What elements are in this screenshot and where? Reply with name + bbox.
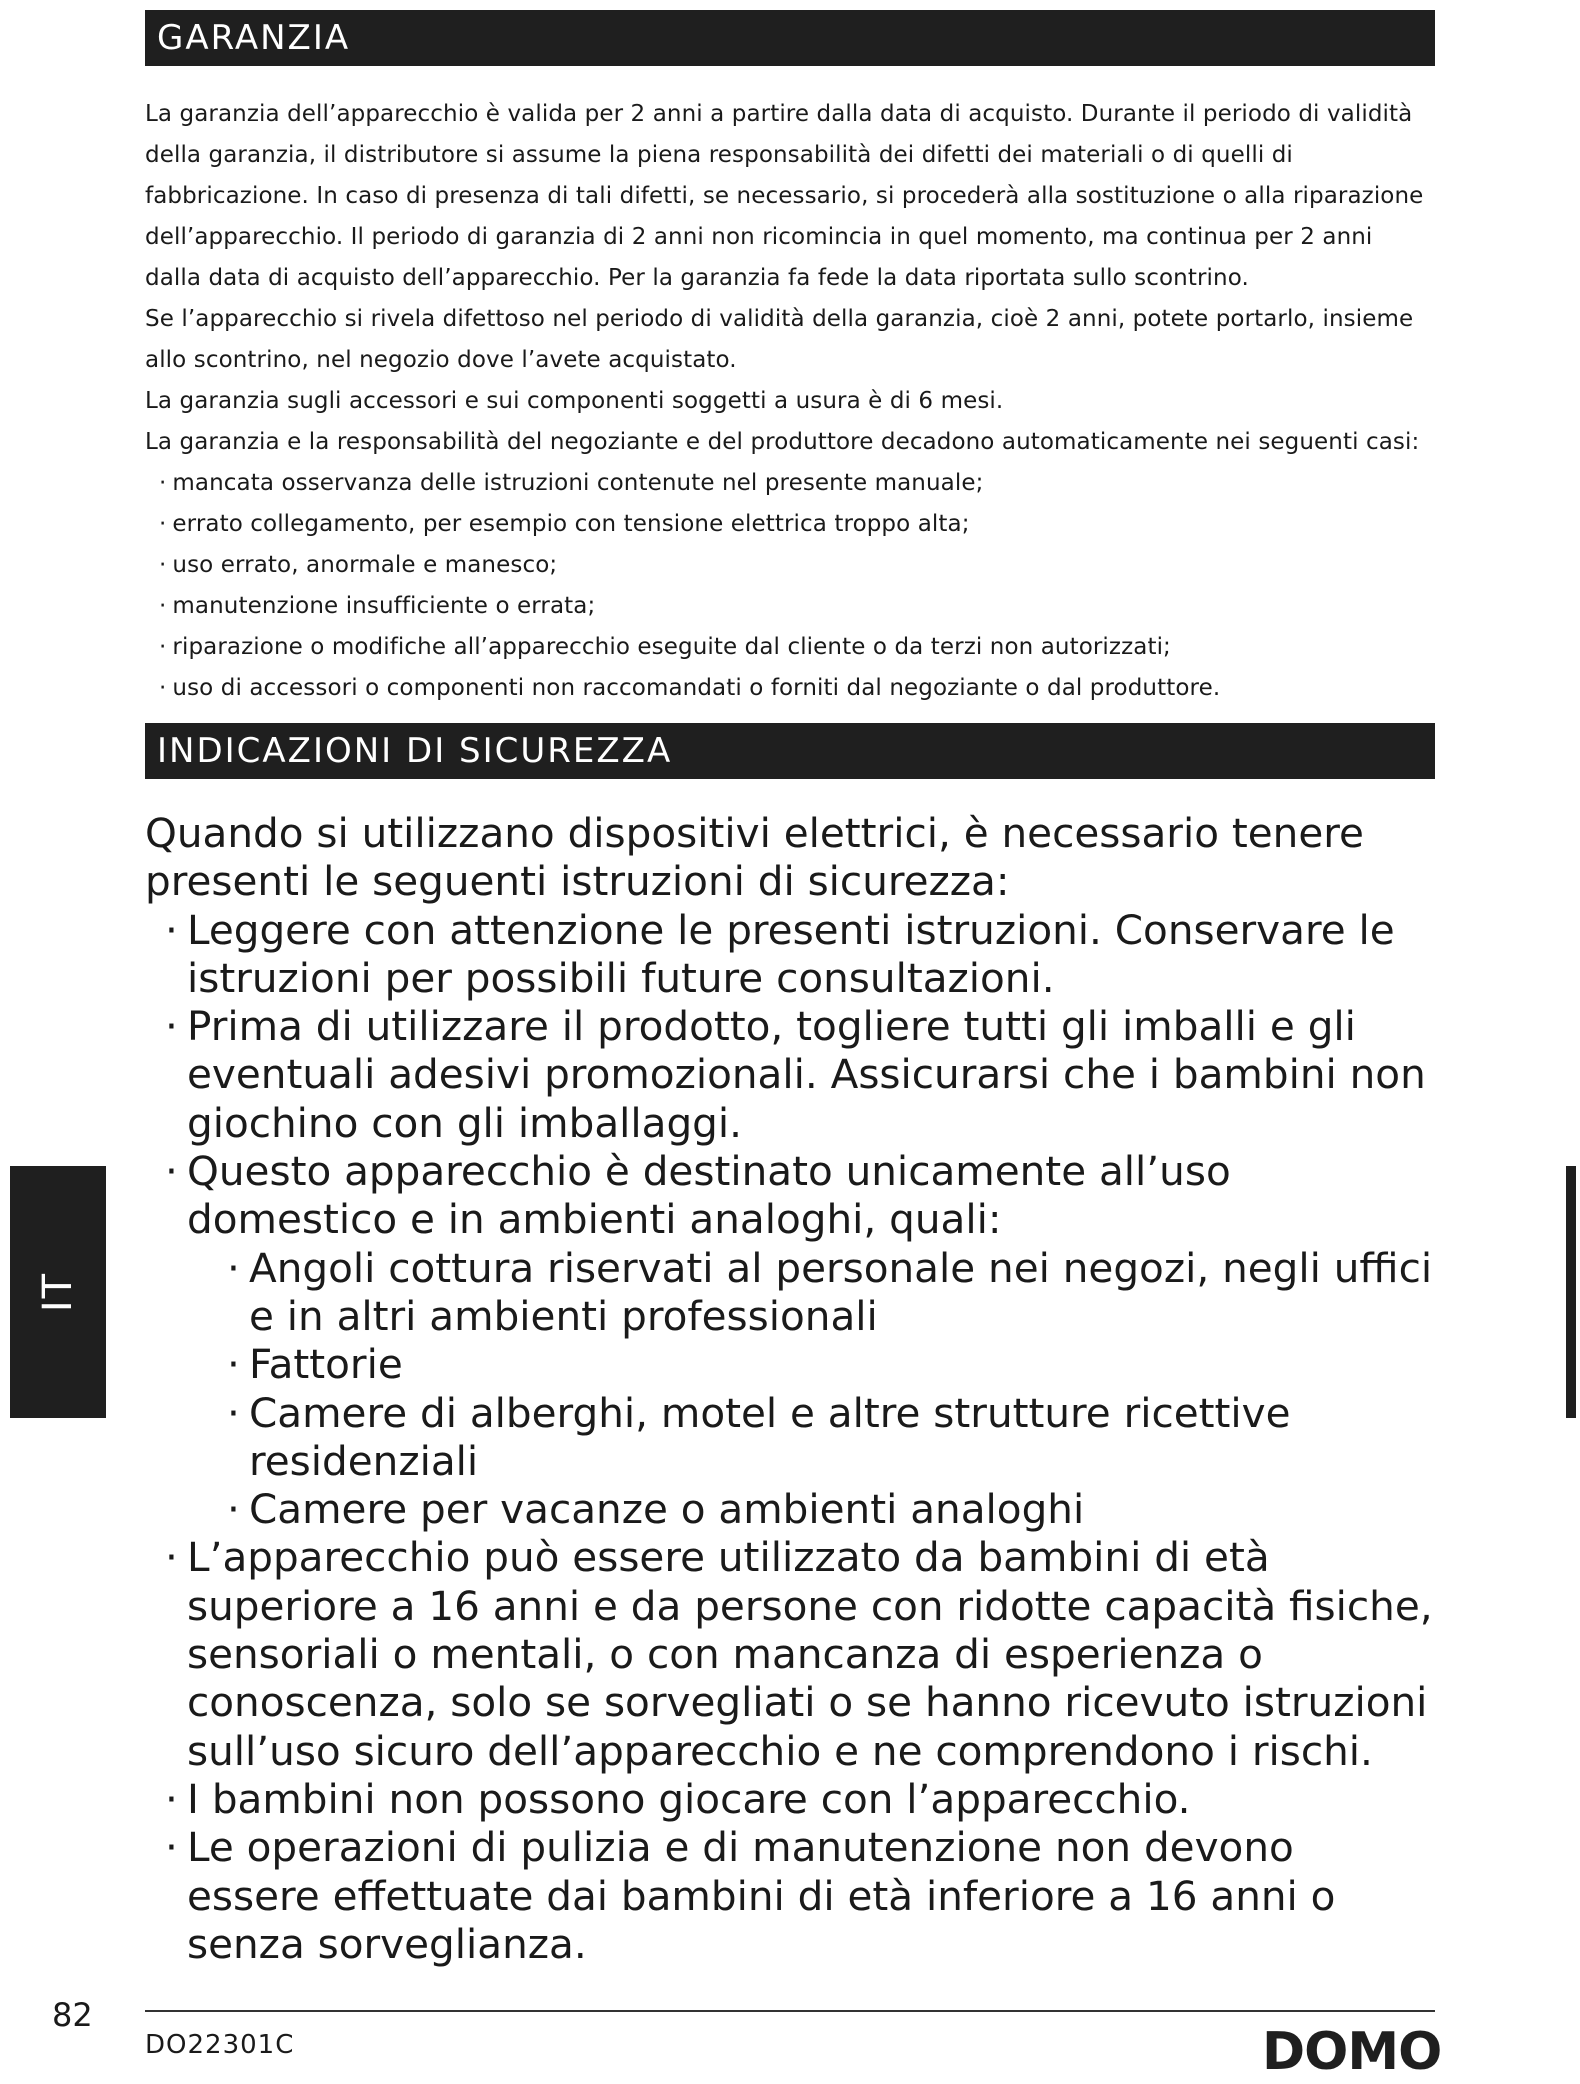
bullet-dot: · bbox=[165, 1774, 178, 1823]
list-item bbox=[145, 1823, 1435, 1968]
list-item-text: L’apparecchio può essere utilizzato da bambini di età superiore a 16 anni e da persone con ridotte capacità fisiche, sensoriali o mentali, o con mancanza di esperienza o conoscenza, solo se sorvegliati o se hanno ricevuto istruzioni sull’uso sicuro dell’apparecchio e ne comprendono i rischi. bbox=[187, 1533, 1433, 1775]
bullet-dot: · bbox=[227, 1485, 240, 1534]
brand-logo: DOMO bbox=[1262, 2022, 1442, 2082]
list-item: · mancata osservanza delle istruzioni contenute nel presente manuale; bbox=[159, 463, 1435, 504]
garanzia-exclusions-list bbox=[145, 463, 1435, 709]
list-item-text: I bambini non possono giocare con l’apparecchio. bbox=[187, 1774, 1191, 1823]
bullet-dot: · bbox=[165, 1002, 178, 1051]
sublist-item-text: Fattorie bbox=[249, 1340, 403, 1389]
sublist-item-text: Camere per vacanze o ambienti analoghi bbox=[249, 1485, 1085, 1534]
list-item: · riparazione o modifiche all’apparecchio eseguite dal cliente o da terzi non autorizzati; bbox=[159, 627, 1435, 668]
section-header-garanzia bbox=[145, 10, 1435, 66]
sublist-item bbox=[187, 1340, 1435, 1388]
language-tab bbox=[10, 1166, 106, 1418]
bullet-dot: · bbox=[165, 1823, 178, 1872]
page-number: 82 bbox=[52, 1996, 93, 2034]
garanzia-paragraph: La garanzia e la responsabilità del negoziante e del produttore decadono automaticamente nei seguenti casi: bbox=[145, 429, 1420, 455]
sublist-item bbox=[187, 1485, 1435, 1533]
list-item bbox=[145, 1147, 1435, 1533]
section-title-sicurezza: INDICAZIONI DI SICUREZZA bbox=[157, 731, 673, 771]
bullet-dot: · bbox=[165, 1533, 178, 1582]
list-item-text: Prima di utilizzare il prodotto, togliere tutti gli imballi e gli eventuali adesivi promozionali. Assicurarsi che i bambini non giochino con gli imballaggi. bbox=[187, 1002, 1426, 1147]
list-item-text: Questo apparecchio è destinato unicamente all’uso domestico e in ambienti analoghi, quali: bbox=[187, 1147, 1231, 1244]
language-tab-label: IT bbox=[35, 1271, 81, 1313]
manual-page bbox=[145, 10, 1435, 1968]
garanzia-paragraph: La garanzia dell’apparecchio è valida per 2 anni a partire dalla data di acquisto. Durante il periodo di validità della garanzia, il distributore si assume la piena responsabilità dei difetti dei materiali o di quelli di fabbricazione. In caso di presenza di tali difetti, se necessario, si procederà alla sostituzione o alla riparazione dell’apparecchio. Il periodo di garanzia di 2 anni non ricomincia in quel momento, ma continua per 2 anni dalla data di acquisto dell’apparecchio. Per la garanzia fa fede la data riportata sullo scontrino. bbox=[145, 101, 1424, 291]
section-title-garanzia: GARANZIA bbox=[157, 18, 351, 58]
bullet-dot: · bbox=[227, 1388, 240, 1437]
environments-sublist bbox=[187, 1244, 1435, 1534]
bullet-dot: · bbox=[227, 1340, 240, 1389]
list-item: · uso di accessori o componenti non raccomandati o forniti dal negoziante o dal produttore. bbox=[159, 668, 1435, 709]
bullet-dot: · bbox=[165, 1147, 178, 1196]
sublist-item bbox=[187, 1389, 1435, 1486]
list-item bbox=[145, 1533, 1435, 1774]
safety-intro: Quando si utilizzano dispositivi elettrici, è necessario tenere presenti le seguenti istruzioni di sicurezza: bbox=[145, 809, 1364, 906]
list-item-text: Le operazioni di pulizia e di manutenzione non devono essere effettuate dai bambini di età inferiore a 16 anni o senza sorveglianza. bbox=[187, 1823, 1336, 1968]
garanzia-paragraph: La garanzia sugli accessori e sui componenti soggetti a usura è di 6 mesi. bbox=[145, 388, 1004, 414]
sublist-item bbox=[187, 1244, 1435, 1341]
garanzia-paragraph: Se l’apparecchio si rivela difettoso nel periodo di validità della garanzia, cioè 2 anni, potete portarlo, insieme allo scontrino, nel negozio dove l’avete acquistato. bbox=[145, 306, 1414, 373]
list-item-text: Leggere con attenzione le presenti istruzioni. Conservare le istruzioni per possibili future consultazioni. bbox=[187, 905, 1395, 1002]
bullet-dot: · bbox=[165, 905, 178, 954]
model-code: DO22301C bbox=[145, 2030, 295, 2060]
safety-list bbox=[145, 906, 1435, 1969]
list-item: · uso errato, anormale e manesco; bbox=[159, 545, 1435, 586]
section-header-sicurezza bbox=[145, 723, 1435, 779]
sublist-item-text: Angoli cottura riservati al personale nei negozi, negli uffici e in altri ambienti professionali bbox=[249, 1243, 1433, 1340]
list-item: · errato collegamento, per esempio con tensione elettrica troppo alta; bbox=[159, 504, 1435, 545]
list-item bbox=[145, 906, 1435, 1003]
footer-divider bbox=[145, 2010, 1435, 2012]
list-item bbox=[145, 1002, 1435, 1147]
edge-marker bbox=[1566, 1166, 1576, 1418]
safety-instructions bbox=[145, 809, 1435, 1968]
list-item bbox=[145, 1775, 1435, 1823]
garanzia-body bbox=[145, 94, 1435, 709]
sublist-item-text: Camere di alberghi, motel e altre strutture ricettive residenziali bbox=[249, 1388, 1291, 1485]
bullet-dot: · bbox=[227, 1243, 240, 1292]
list-item: · manutenzione insufficiente o errata; bbox=[159, 586, 1435, 627]
